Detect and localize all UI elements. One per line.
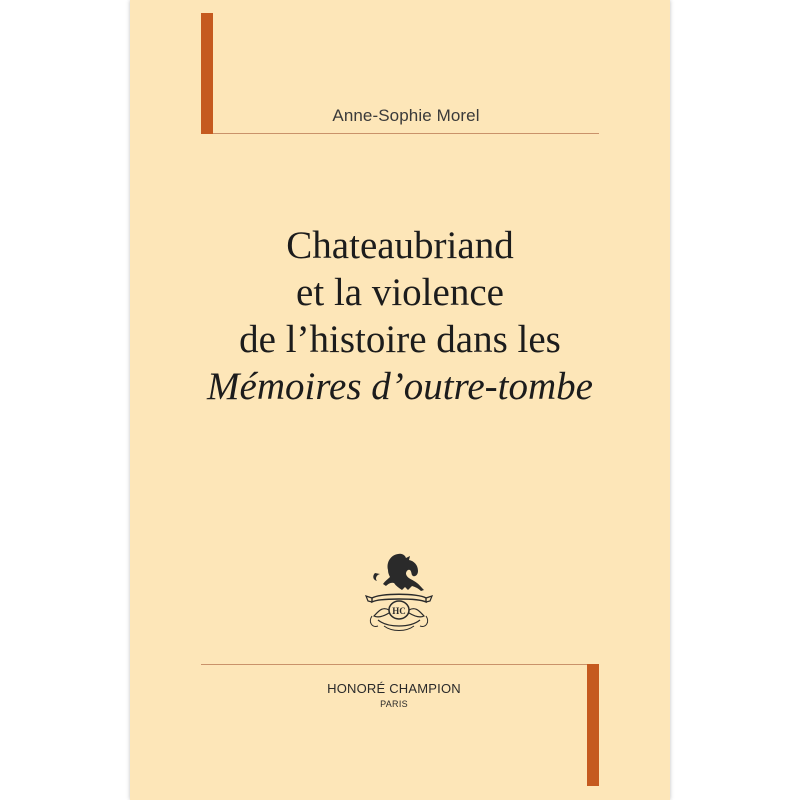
publisher-horse-logo-icon	[358, 546, 440, 636]
book-title	[130, 222, 670, 410]
rule-bottom	[201, 664, 587, 665]
accent-bar-bottom	[587, 664, 599, 786]
publisher-city: PARIS	[380, 699, 408, 709]
title-line-2: et la violence	[296, 271, 504, 314]
rule-top	[213, 133, 599, 134]
title-line-1: Chateaubriand	[286, 224, 514, 267]
svg-text:HC: HC	[392, 606, 406, 616]
author-name: Anne-Sophie Morel	[332, 106, 480, 125]
title-line-3: de l’histoire dans les	[239, 318, 561, 361]
title-line-4: Mémoires d’outre-tombe	[207, 365, 593, 408]
accent-bar-top	[201, 13, 213, 134]
publisher-name: HONORÉ CHAMPION	[327, 681, 461, 696]
